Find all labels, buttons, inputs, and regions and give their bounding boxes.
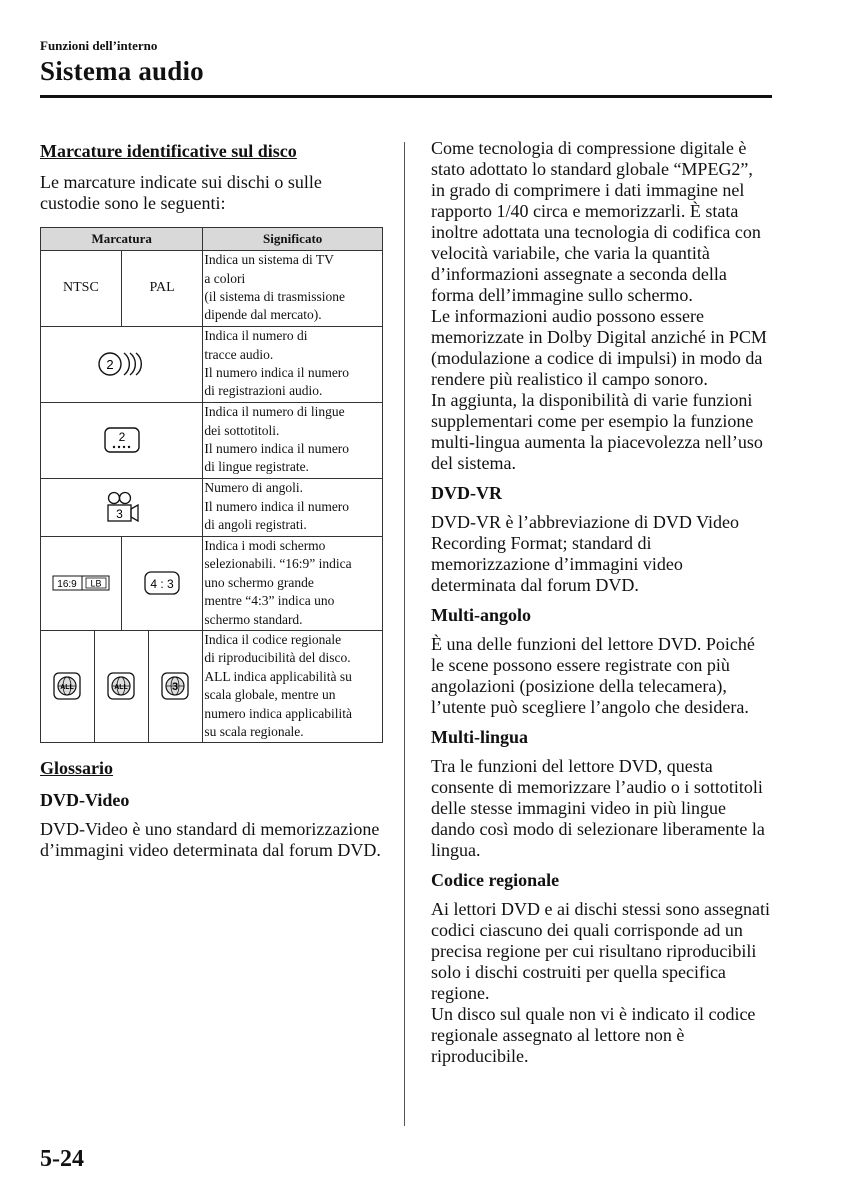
region-code-note: Un disco sul quale non vi è indicato il codice regionale assegnato al lettore non è riproducibile. <box>431 1004 756 1066</box>
header-mark: Marcatura <box>41 228 203 251</box>
mark-screen-wide <box>41 537 122 631</box>
meaning-cell <box>203 479 383 537</box>
section-kicker: Funzioni dell’interno <box>40 38 158 53</box>
region-globe-icon <box>52 671 82 701</box>
subtitles-icon <box>102 425 142 455</box>
desc-line: Il numero indica il numero <box>204 498 350 514</box>
meaning-cell <box>203 537 383 631</box>
desc-line: numero indica applicabilità <box>204 705 353 721</box>
desc-line: selezionabili. “16:9” indica <box>204 556 352 572</box>
compression-paragraph: Come tecnologia di compressione digitale è stato adottato lo standard globale “MPEG2”, in grado di comprimere i dati immagine nel rapporto 1/40 circa e memorizzarli. È stata inoltre adottata una tecnologia di codifica con velocità variabile, che varia la quantità d’informazioni assegnate a seconda della forma dell’immagine sullo schermo. <box>431 138 761 305</box>
multi-angle-text: È una delle funzioni del lettore DVD. Poiché le scene possono essere registrate con più angolazioni (posizione della telecamera), l’utente può scegliere l’angolo che desidera. <box>431 634 755 717</box>
desc-line: a colori <box>204 270 246 286</box>
desc-line: di registrazioni audio. <box>204 383 323 399</box>
desc-line: di lingue registrate. <box>204 459 309 475</box>
desc-line: dei sottotitoli. <box>204 422 280 438</box>
desc-line: Indica i modi schermo <box>204 538 326 553</box>
table-row <box>41 327 383 403</box>
icon-text-16-9: 16:9 <box>57 578 77 590</box>
features-paragraph: In aggiunta, la disponibilità di varie funzioni supplementari come per esempio la funzione multi-lingua aumenta la piacevolezza nell’uso del sistema. <box>431 390 763 473</box>
standard-screen-icon <box>143 570 181 596</box>
disc-marks-intro: Le marcature indicate sui dischi o sulle custodie sono le seguenti: <box>40 172 322 213</box>
desc-line: ALL indica applicabilità su <box>204 668 352 684</box>
table-row <box>41 479 383 537</box>
icon-text-4-3: 4 : 3 <box>150 577 174 592</box>
meaning-cell <box>203 631 383 743</box>
desc-line: uno schermo grande <box>204 574 314 590</box>
desc-line: Il numero indica il numero <box>204 441 350 456</box>
region-label: ALL <box>60 684 75 692</box>
mark-angles <box>41 479 203 537</box>
glossary-heading: Glossario <box>40 758 114 779</box>
multi-language-text: Tra le funzioni del lettore DVD, questa consente di memorizzare l’audio o i sottotitoli delle stesse immagini video in più lingue dando così modo di selezionare liberamente la lingua. <box>431 756 765 860</box>
meaning-cell <box>203 327 383 403</box>
desc-line: di angoli registrati. <box>204 517 307 533</box>
icon-number: 2 <box>118 430 126 444</box>
desc-line: Indica il codice regionale <box>204 632 342 648</box>
mark-audio <box>41 327 203 403</box>
region-label: 3 <box>172 681 179 694</box>
multi-language-heading: Multi-lingua <box>431 727 529 747</box>
mark-region-2 <box>94 631 148 743</box>
table-row <box>41 251 383 327</box>
desc-line: schermo standard. <box>204 611 303 627</box>
icon-number: 3 <box>115 507 123 521</box>
right-column <box>431 138 771 1067</box>
desc-line: su scala regionale. <box>204 724 304 740</box>
desc-line: scala globale, mentre un <box>204 687 336 703</box>
camera-angles-icon <box>101 490 143 524</box>
region-globe-icon <box>160 671 190 701</box>
audio-paragraph: Le informazioni audio possono essere memorizzate in Dolby Digital anziché in PCM (modulazione a codice di impulsi) in modo da rendere più realistico il campo sonoro. <box>431 306 767 389</box>
desc-line: tracce audio. <box>204 346 274 362</box>
header-meaning: Significato <box>203 228 383 251</box>
region-code-text: Ai lettori DVD e ai dischi stessi sono assegnati codici ciascuno dei quali corrisponde ad un precisa regione per cui risultano riproducibili solo i dischi costruiti per quella specifica regione. <box>431 899 770 1003</box>
region-label: ALL <box>114 684 129 692</box>
mark-screen-standard <box>121 537 203 631</box>
desc-line: mentre “4:3” indica uno <box>204 593 335 609</box>
mark-ntsc: NTSC <box>41 251 122 327</box>
table-row <box>41 403 383 479</box>
table-row <box>41 631 383 743</box>
page-title: Sistema audio <box>40 56 204 86</box>
page-number: 5-24 <box>40 1146 84 1172</box>
mark-pal: PAL <box>121 251 203 327</box>
table-header-row <box>41 228 383 251</box>
desc-line: Il numero indica il numero <box>204 365 350 380</box>
desc-line: (il sistema di trasmissione <box>204 289 345 304</box>
disc-marks-table <box>40 227 383 743</box>
desc-line: Indica il numero di lingue <box>204 404 345 420</box>
audio-tracks-icon <box>96 349 148 379</box>
desc-line: Indica un sistema di TV <box>204 252 334 268</box>
region-globe-icon <box>106 671 136 701</box>
title-rule <box>40 95 772 98</box>
wide-letterbox-icon <box>52 574 110 592</box>
mark-region-1 <box>41 631 95 743</box>
table-row <box>41 537 383 631</box>
dvd-video-text: DVD-Video è uno standard di memorizzazione d’immagini video determinata dal forum DVD. <box>40 819 381 861</box>
mark-region-3 <box>148 631 203 743</box>
multi-angle-heading: Multi-angolo <box>431 605 532 625</box>
dvd-video-heading: DVD-Video <box>40 790 130 811</box>
icon-text-lb: LB <box>90 578 102 589</box>
mark-subtitles <box>41 403 203 479</box>
desc-line: di riproducibilità del disco. <box>204 650 351 666</box>
meaning-cell <box>203 403 383 479</box>
left-column <box>40 140 383 861</box>
meaning-cell <box>203 251 383 327</box>
desc-line: dipende dal mercato). <box>204 307 322 323</box>
desc-line: Indica il numero di <box>204 328 308 344</box>
dvd-vr-heading: DVD-VR <box>431 483 502 503</box>
disc-marks-heading: Marcature identificative sul disco <box>40 141 297 161</box>
dvd-vr-text: DVD-VR è l’abbreviazione di DVD Video Recording Format; standard di memorizzazione d’immagini video determinata dal forum DVD. <box>431 512 740 595</box>
icon-number: 2 <box>106 357 114 372</box>
column-divider <box>404 142 405 1126</box>
desc-line: Numero di angoli. <box>204 480 303 496</box>
region-code-heading: Codice regionale <box>431 870 560 890</box>
